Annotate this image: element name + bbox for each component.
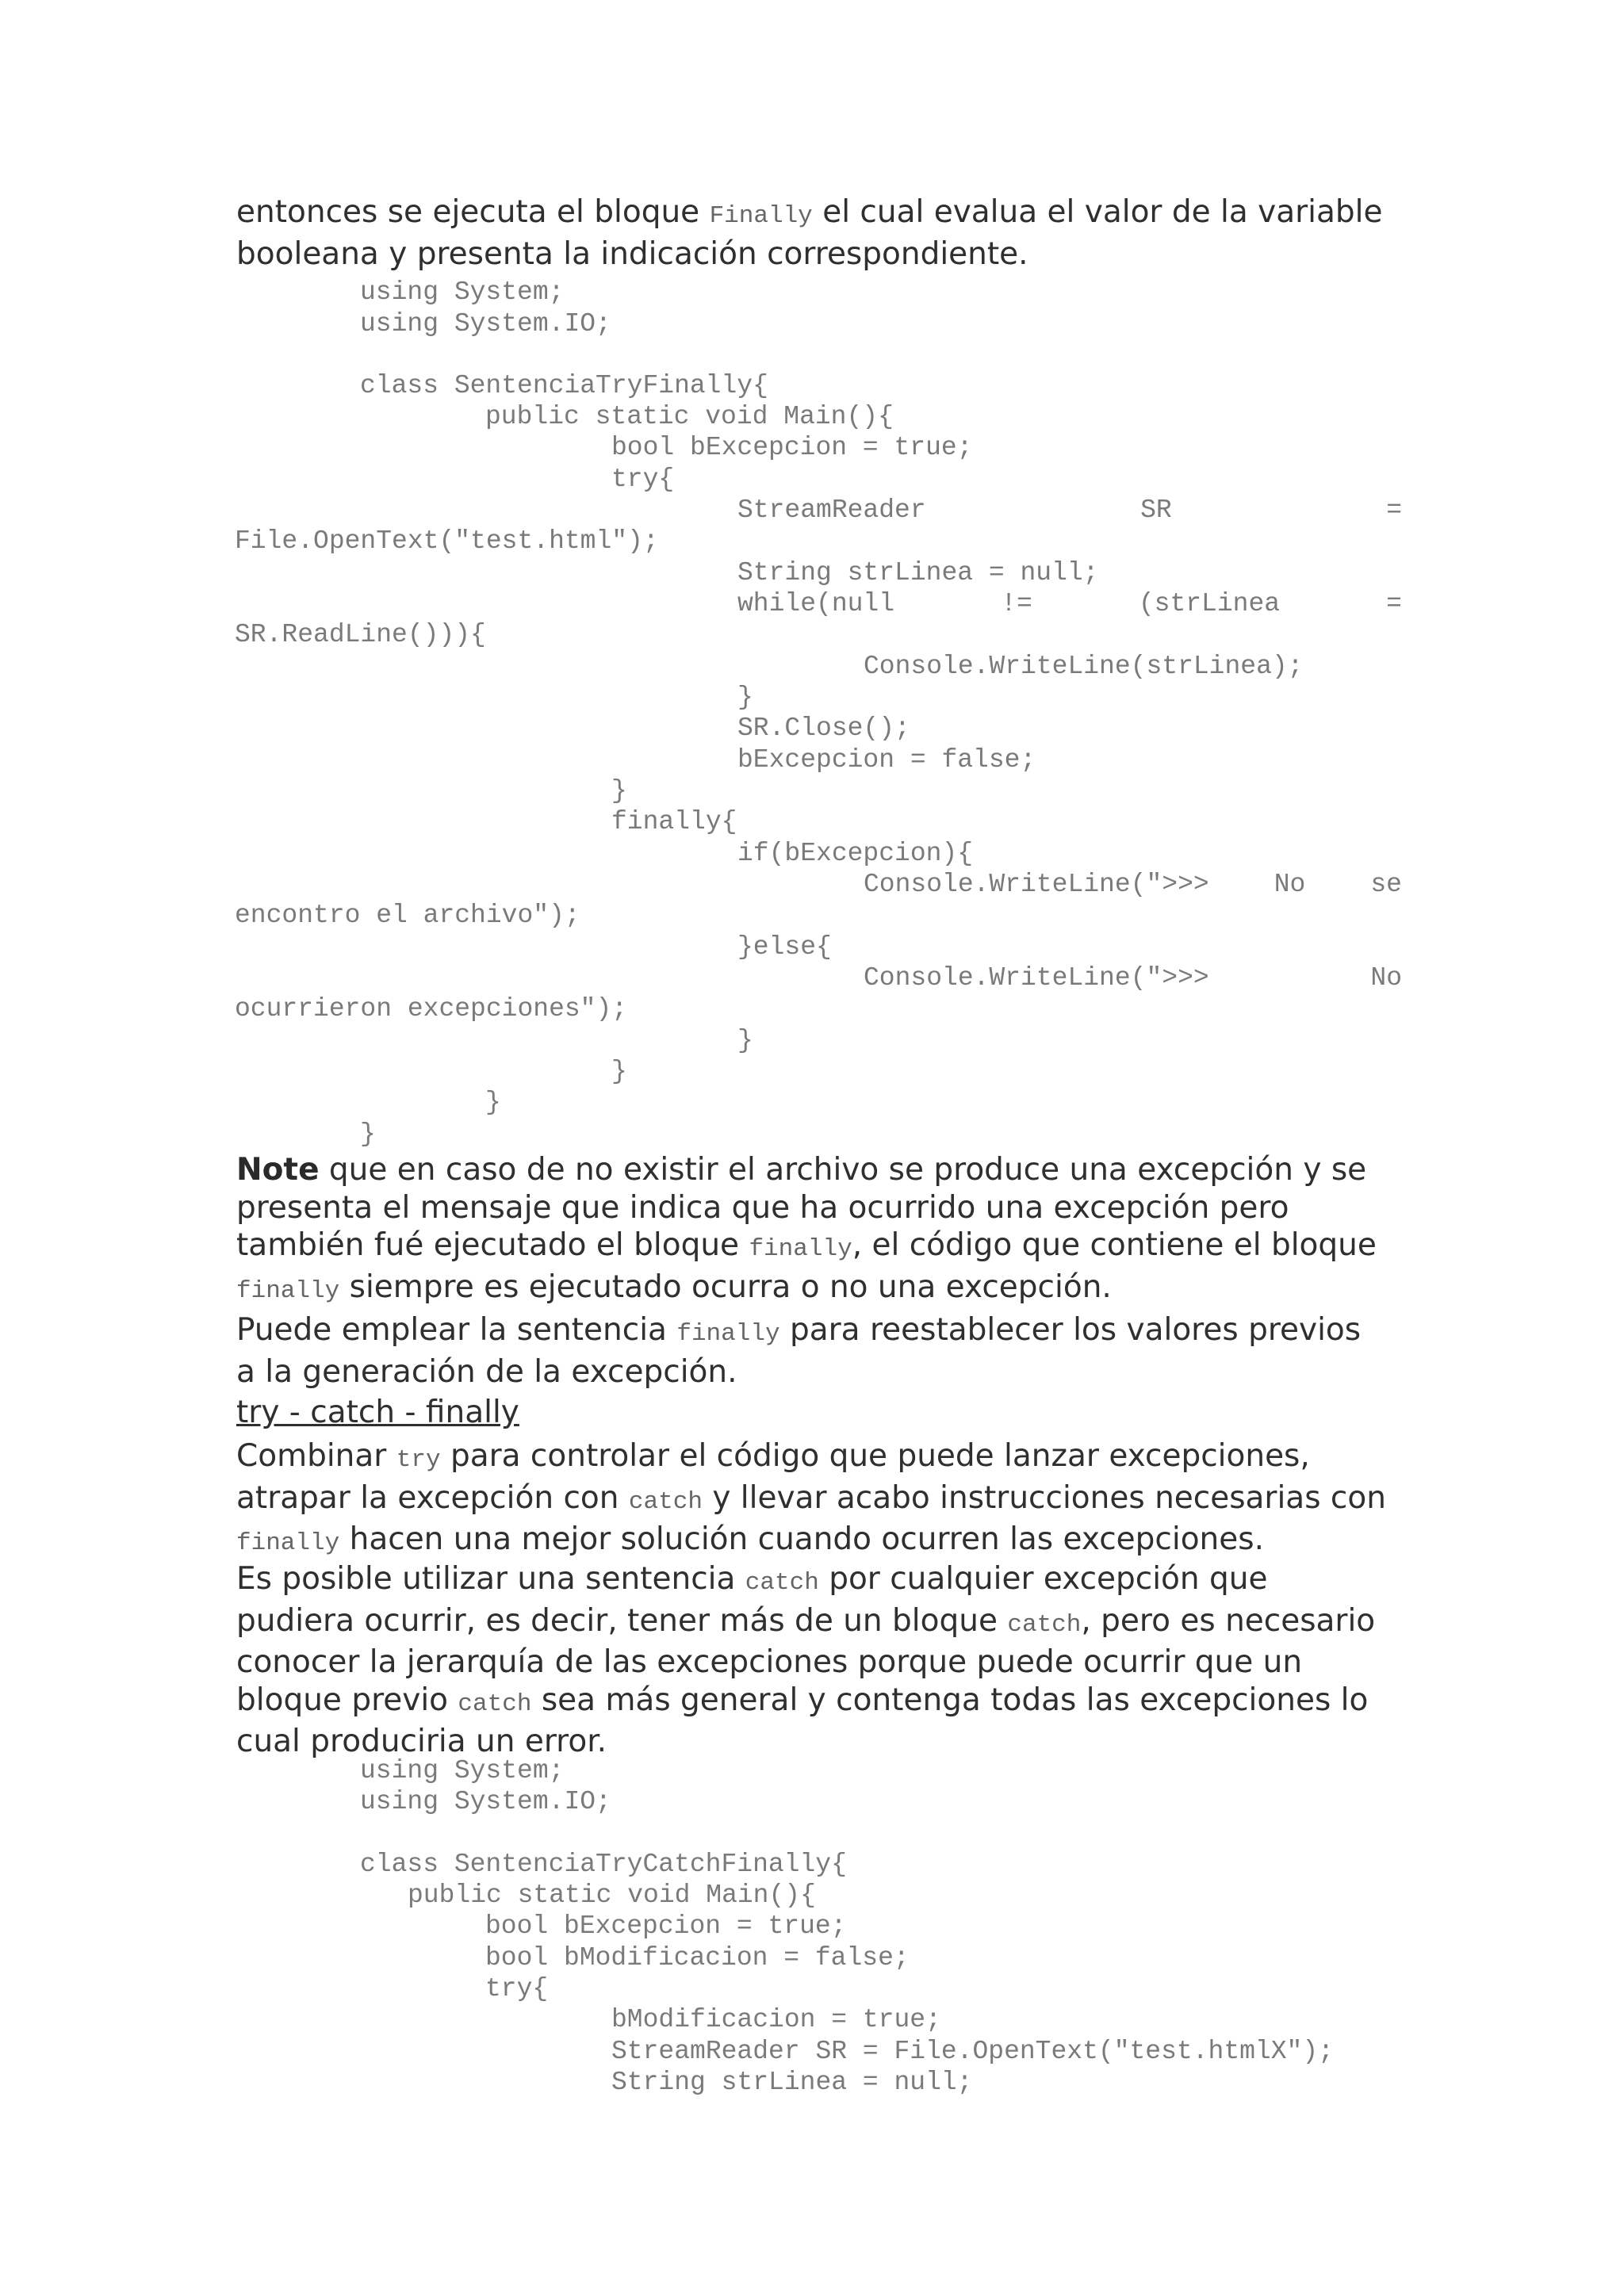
code-line: }else{ xyxy=(737,932,832,962)
code-line: String strLinea = null; xyxy=(737,558,1099,587)
text-line: Combinar try para controlar el código que puede lanzar excepciones, xyxy=(236,1438,1310,1474)
text-line: a la generación de la excepción. xyxy=(236,1353,737,1390)
code-line: Console.WriteLine(strLinea); xyxy=(864,652,1304,681)
code-line: StreamReader SR = xyxy=(737,496,1402,525)
text-line: atrapar la excepción con catch y llevar acabo instrucciones necesarias con xyxy=(236,1479,1386,1516)
code-line: SR.ReadLine())){ xyxy=(235,620,486,649)
text-line: booleana y presenta la indicación correspondiente. xyxy=(236,235,1028,272)
inline-code: catch xyxy=(1007,1610,1082,1639)
code-line: using System.IO; xyxy=(360,309,611,339)
section-heading xyxy=(236,1394,1373,1432)
inline-code: catch xyxy=(745,1569,819,1597)
inline-code: finally xyxy=(236,1276,340,1305)
text-line: pudiera ocurrir, es decir, tener más de un bloque catch, pero es necesario xyxy=(236,1602,1376,1639)
code-line: } xyxy=(611,776,627,806)
text-line: Es posible utilizar una sentencia catch por cualquier excepción que xyxy=(236,1561,1268,1597)
finally-paragraph xyxy=(236,1311,1373,1391)
inline-code: finally xyxy=(236,1529,340,1557)
code-line: class SentenciaTryFinally{ xyxy=(360,371,768,400)
intro-paragraph xyxy=(236,193,1383,273)
code-line: bool bExcepcion = true; xyxy=(485,1911,847,1941)
inline-code: catch xyxy=(628,1487,703,1516)
text-line: presenta el mensaje que indica que ha ocurrido una excepción pero xyxy=(236,1189,1289,1226)
code-line: bExcepcion = false; xyxy=(737,745,1036,775)
code-line: } xyxy=(360,1119,376,1149)
code-line: StreamReader SR = File.OpenText("test.htmlX"); xyxy=(611,2037,1334,2066)
inline-code: catch xyxy=(458,1689,532,1718)
code-line: while(null != (strLinea = xyxy=(737,589,1402,618)
text-line: cual produciria un error. xyxy=(236,1724,607,1759)
code-line: String strLinea = null; xyxy=(611,2068,973,2097)
note-paragraph xyxy=(236,1151,1377,1310)
note-label: Note xyxy=(236,1152,320,1188)
inline-code: try xyxy=(396,1446,441,1474)
code-line: Console.WriteLine(">>> No xyxy=(864,963,1402,993)
text-line: finally hacen una mejor solución cuando ocurren las excepciones. xyxy=(236,1521,1264,1557)
text-line: entonces se ejecuta el bloque Finally el cual evalua el valor de la variable xyxy=(236,194,1383,230)
code-line: try{ xyxy=(611,465,675,494)
catch-paragraph xyxy=(236,1560,1376,1761)
code-line: ocurrieron excepciones"); xyxy=(235,994,628,1024)
code-line: } xyxy=(737,1026,753,1055)
text-line: Note que en caso de no existir el archivo se produce una excepción y se xyxy=(236,1152,1367,1188)
code-line: public static void Main(){ xyxy=(485,402,894,431)
code-line: bool bModificacion = false; xyxy=(485,1943,910,1973)
code-line: } xyxy=(611,1057,627,1086)
code-line: bool bExcepcion = true; xyxy=(611,433,973,462)
code-line: try{ xyxy=(485,1974,549,2003)
code-line: File.OpenText("test.html"); xyxy=(235,526,659,556)
combine-paragraph xyxy=(236,1437,1386,1563)
inline-code: finally xyxy=(749,1235,852,1263)
code-line: public static void Main(){ xyxy=(408,1881,816,1910)
code-line: using System; xyxy=(360,277,565,307)
text-line: conocer la jerarquía de las excepciones porque puede ocurrir que un xyxy=(236,1644,1303,1680)
text-line: también fué ejecutado el bloque finally, el código que contiene el bloque xyxy=(236,1227,1377,1263)
code-line: if(bExcepcion){ xyxy=(737,839,974,868)
code-line: SR.Close(); xyxy=(737,714,910,743)
code-line: } xyxy=(485,1088,501,1117)
inline-code: finally xyxy=(676,1320,780,1348)
text-line: bloque previo catch sea más general y contenga todas las excepciones lo xyxy=(236,1682,1369,1718)
text-line: Puede emplear la sentencia finally para reestablecer los valores previos xyxy=(236,1312,1362,1348)
code-line: class SentenciaTryCatchFinally{ xyxy=(360,1850,847,1879)
inline-code: Finally xyxy=(709,202,813,230)
code-line: bModificacion = true; xyxy=(611,2005,941,2034)
text-line: finally siempre es ejecutado ocurra o no una excepción. xyxy=(236,1269,1112,1305)
code-line: Console.WriteLine(">>> No se xyxy=(864,870,1402,899)
code-line: using System.IO; xyxy=(360,1787,611,1816)
code-line: using System; xyxy=(360,1756,565,1785)
heading-text: try - catch - finally xyxy=(236,1395,519,1430)
code-line: } xyxy=(737,683,753,712)
code-line: encontro el archivo"); xyxy=(235,901,580,930)
code-line: finally{ xyxy=(611,807,737,836)
